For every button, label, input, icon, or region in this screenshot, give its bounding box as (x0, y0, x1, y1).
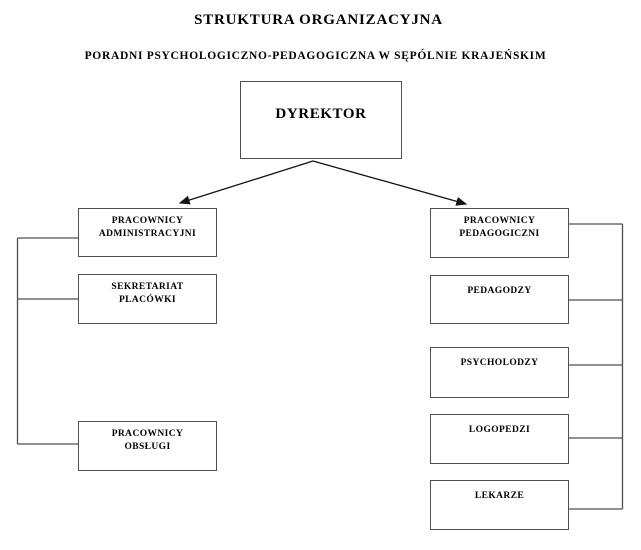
node-label-line: ADMINISTRACYJNI (98, 229, 197, 239)
node-pracownicy-administracyjni (78, 208, 217, 257)
node-psycholodzy (430, 347, 569, 398)
node-label-line: OBSŁUGI (124, 442, 171, 452)
node-label-line: PLACÓWKI (118, 295, 177, 305)
node-label-line: PRACOWNICY (111, 216, 184, 226)
node-label-line: LOGOPEDZI (468, 425, 531, 435)
node-label-line: PRACOWNICY (111, 429, 184, 439)
node-label-line: PEDAGOGICZNI (459, 229, 540, 239)
chart-title: STRUKTURA ORGANIZACYJNA (194, 12, 443, 28)
arrow-dyrektor-to-pedagogiczni (313, 161, 466, 204)
node-label-line: PRACOWNICY (463, 216, 536, 226)
node-sekretariat-placowki (78, 274, 217, 324)
arrow-dyrektor-to-administracyjni (180, 161, 313, 203)
node-pedagodzy (430, 275, 569, 324)
node-pracownicy-pedagogiczni (430, 208, 569, 258)
node-dyrektor (240, 81, 402, 159)
node-pracownicy-obslugi (78, 421, 217, 471)
node-label-line: PSYCHOLODZY (460, 358, 539, 368)
node-label-line: PEDAGODZY (467, 286, 532, 296)
node-dyrektor-label: DYREKTOR (275, 106, 367, 122)
node-label-line: LEKARZE (474, 491, 525, 501)
node-logopedzi (430, 414, 569, 464)
chart-subtitle: PORADNI PSYCHOLOGICZNO-PEDAGOGICZNA W SĘPÓLNIE KRAJEŃSKIM (84, 50, 547, 62)
node-label-line: SEKRETARIAT (111, 282, 184, 292)
node-lekarze (430, 480, 569, 530)
